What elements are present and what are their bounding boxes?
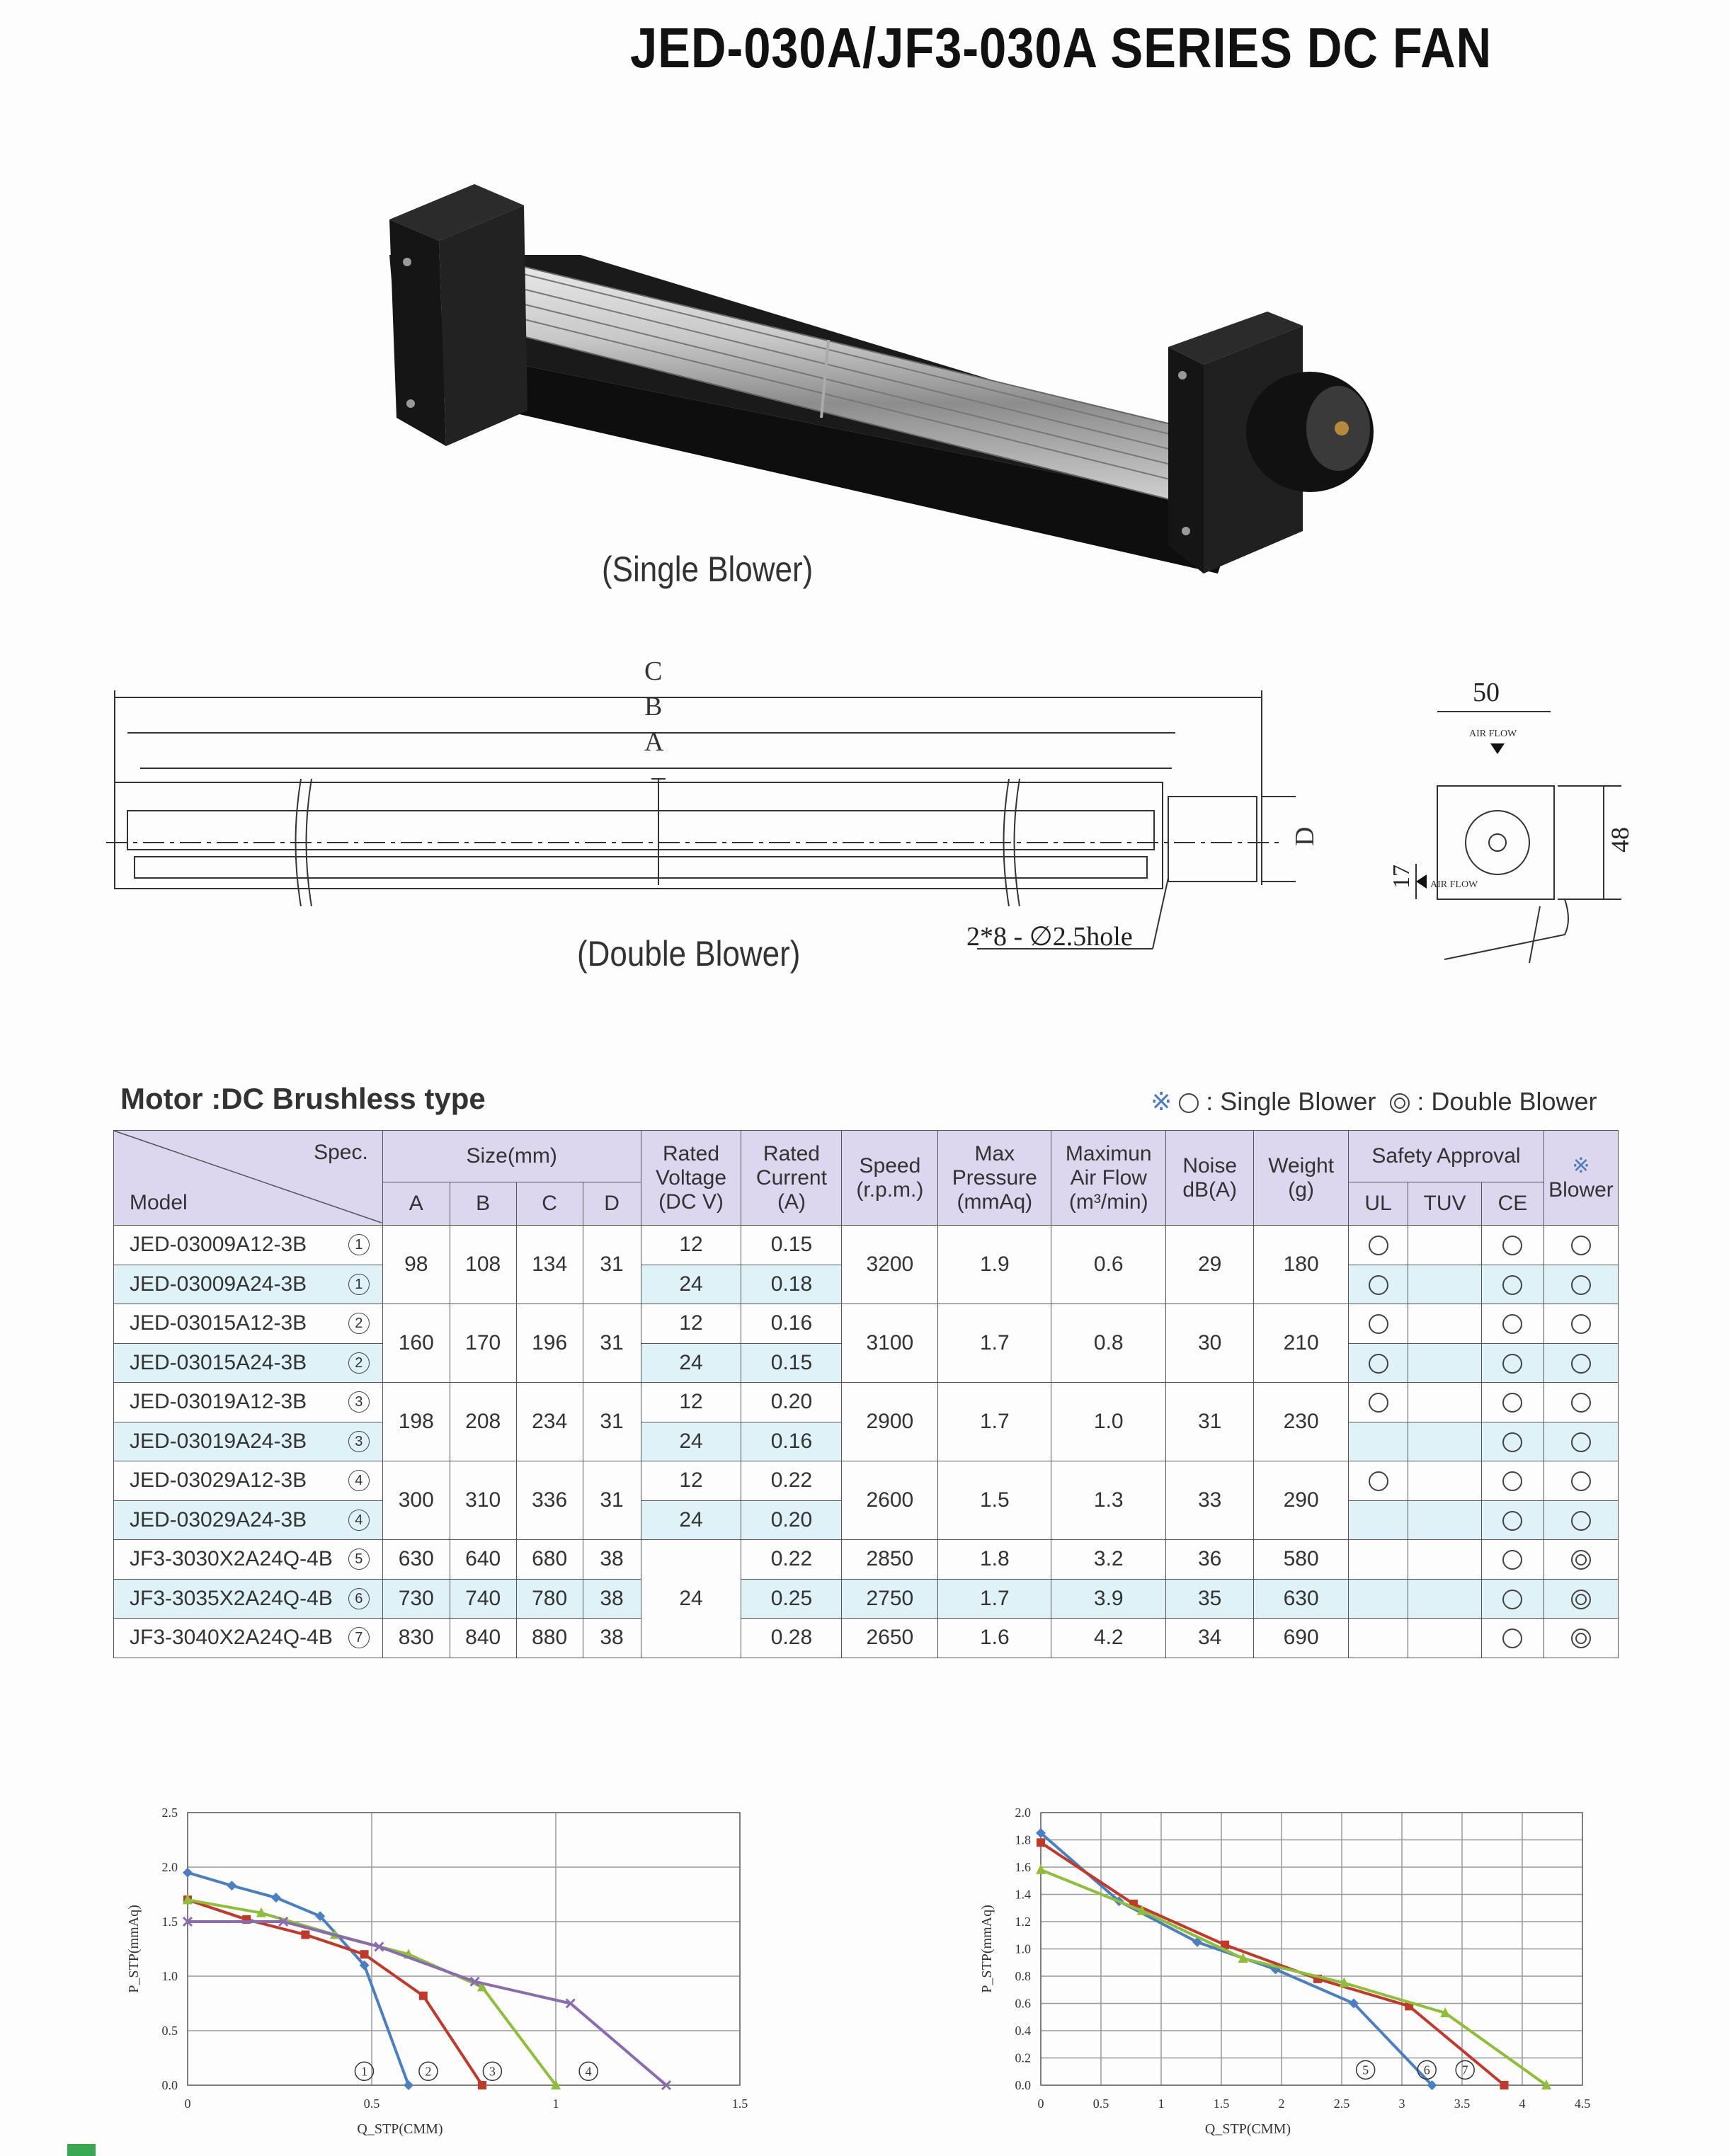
size-c-cell: 880: [516, 1619, 583, 1658]
x-tick-label: 0.5: [1092, 2097, 1109, 2111]
approval-circle-icon: [1502, 1354, 1522, 1374]
tuv-cell: [1408, 1265, 1482, 1304]
table-row: [114, 1579, 1619, 1619]
legend-note: ※ : Single Blower : Double Blower: [1151, 1087, 1597, 1116]
speed-cell: 3200: [842, 1226, 938, 1304]
speed-cell: 2600: [842, 1461, 938, 1540]
data-point: [301, 1930, 309, 1939]
current-cell: 0.20: [741, 1383, 842, 1422]
blower-cell: [1543, 1304, 1618, 1344]
y-tick-label: 2.5: [161, 1806, 178, 1820]
voltage-cell: 12: [641, 1304, 741, 1344]
y-tick-label: 1.4: [1015, 1887, 1031, 1902]
ce-cell: [1481, 1383, 1543, 1422]
size-d-cell: 31: [583, 1461, 641, 1540]
double-circle-icon: [1571, 1629, 1591, 1648]
current-cell: 0.16: [741, 1422, 842, 1461]
approval-circle-icon: [1571, 1236, 1591, 1255]
data-point: [227, 1881, 236, 1890]
series-label: 6: [1423, 2063, 1430, 2077]
size-c-cell: 336: [516, 1461, 583, 1540]
size-a-cell: 98: [382, 1226, 450, 1304]
x-tick-label: 1.5: [731, 2097, 748, 2111]
voltage-cell: 24: [641, 1265, 741, 1304]
tuv-header: TUV: [1408, 1182, 1482, 1226]
airflow-cell: 1.0: [1051, 1383, 1166, 1461]
size-d-cell: 38: [583, 1540, 641, 1580]
voltage-cell: 12: [641, 1383, 741, 1422]
data-point: [360, 1950, 369, 1958]
size-d-cell: 31: [583, 1383, 641, 1461]
series-label: 4: [585, 2064, 592, 2079]
voltage-cell: 24: [641, 1500, 741, 1540]
safety-header: Safety Approval: [1349, 1131, 1544, 1182]
airflow-side-label: AIR FLOW: [1430, 879, 1478, 890]
table-row: [114, 1619, 1619, 1658]
tuv-cell: [1408, 1304, 1482, 1344]
tuv-cell: [1408, 1343, 1482, 1383]
x-tick-label: 2: [1278, 2097, 1285, 2111]
weight-cell: 290: [1254, 1461, 1349, 1540]
blower-cell: [1543, 1265, 1618, 1304]
approval-circle-icon: [1502, 1314, 1522, 1334]
series-number: 1: [348, 1274, 370, 1295]
blower-cell: [1543, 1619, 1618, 1658]
size-b-cell: 310: [450, 1461, 516, 1540]
model-cell: JED-03009A12-3B 1: [114, 1226, 383, 1265]
speed-cell: 2650: [842, 1619, 938, 1658]
weight-header: Weight (g): [1254, 1131, 1349, 1226]
airflow-cell: 4.2: [1051, 1619, 1166, 1658]
side-width-label: 50: [1473, 678, 1500, 707]
spec-table-body: [114, 1226, 1619, 1658]
x-tick-label: 3.5: [1454, 2097, 1471, 2111]
approval-circle-icon: [1369, 1314, 1388, 1334]
current-header: Rated Current (A): [741, 1131, 842, 1226]
approval-circle-icon: [1571, 1275, 1591, 1295]
blower-cell: [1543, 1343, 1618, 1383]
ce-cell: [1481, 1422, 1543, 1461]
x-tick-label: 4: [1519, 2097, 1526, 2111]
noise-cell: 36: [1166, 1540, 1254, 1580]
table-row: [114, 1383, 1619, 1422]
series-number: 4: [348, 1510, 370, 1531]
blower-cell: [1543, 1579, 1618, 1619]
model-cell: JF3-3035X2A24Q-4B 6: [114, 1579, 383, 1619]
approval-circle-icon: [1502, 1629, 1522, 1648]
approval-circle-icon: [1502, 1432, 1522, 1452]
size-c-cell: 234: [516, 1383, 583, 1461]
blower-cell: [1543, 1500, 1618, 1540]
drawing-caption: (Double Blower): [577, 934, 801, 974]
ul-header: UL: [1349, 1182, 1408, 1226]
approval-circle-icon: [1369, 1354, 1388, 1374]
y-tick-label: 0.0: [1015, 2078, 1031, 2092]
ul-cell: [1349, 1226, 1408, 1265]
x-axis-label: Q_STP(CMM): [1204, 2121, 1291, 2137]
tuv-cell: [1408, 1422, 1482, 1461]
pressure-cell: 1.7: [938, 1579, 1051, 1619]
series-number: 3: [348, 1391, 370, 1413]
current-cell: 0.20: [741, 1500, 842, 1540]
weight-cell: 210: [1254, 1304, 1349, 1383]
noise-cell: 35: [1166, 1579, 1254, 1619]
current-cell: 0.22: [741, 1461, 842, 1501]
x-tick-label: 0.5: [363, 2097, 380, 2111]
noise-cell: 30: [1166, 1304, 1254, 1383]
approval-circle-icon: [1502, 1511, 1522, 1531]
tuv-cell: [1408, 1226, 1482, 1265]
legend-double: Double Blower: [1431, 1087, 1597, 1116]
ul-cell: [1349, 1500, 1408, 1540]
pressure-cell: 1.9: [938, 1226, 1051, 1304]
ul-cell: [1349, 1540, 1408, 1580]
ce-cell: [1481, 1461, 1543, 1501]
hole-note: 2*8 - ∅2.5hole: [966, 922, 1133, 952]
double-circle-icon: [1571, 1550, 1591, 1570]
y-tick-label: 0.4: [1015, 2024, 1031, 2038]
approval-circle-icon: [1369, 1275, 1388, 1295]
double-circle-icon: [1390, 1093, 1410, 1113]
size-b-header: B: [450, 1182, 516, 1226]
speed-cell: 2750: [842, 1579, 938, 1619]
series-label: 2: [425, 2064, 432, 2079]
tuv-cell: [1408, 1383, 1482, 1422]
double-circle-icon: [1571, 1590, 1591, 1609]
ul-cell: [1349, 1461, 1408, 1501]
y-tick-label: 1.0: [161, 1969, 178, 1983]
pressure-cell: 1.7: [938, 1383, 1051, 1461]
current-cell: 0.22: [741, 1540, 842, 1580]
table-row: [114, 1226, 1619, 1265]
voltage-cell: 24: [641, 1422, 741, 1461]
ce-cell: [1481, 1579, 1543, 1619]
y-tick-label: 1.5: [161, 1915, 178, 1929]
size-a-header: A: [382, 1182, 450, 1226]
pq-chart-left: [126, 1798, 772, 2152]
size-b-cell: 208: [450, 1383, 516, 1461]
x-tick-label: 3: [1398, 2097, 1405, 2111]
tuv-cell: [1408, 1540, 1482, 1580]
approval-circle-icon: [1502, 1393, 1522, 1413]
voltage-cell: 24: [641, 1343, 741, 1383]
tuv-cell: [1408, 1619, 1482, 1658]
y-tick-label: 1.6: [1015, 1860, 1031, 1874]
side-height-label: 48: [1606, 827, 1634, 852]
data-point: [271, 1893, 281, 1903]
speed-header: Speed (r.p.m.): [842, 1131, 938, 1226]
current-cell: 0.28: [741, 1619, 842, 1658]
data-point: [1037, 1838, 1045, 1847]
spec-table: [113, 1130, 1619, 1658]
size-header: Size(mm): [382, 1131, 641, 1182]
data-point: [404, 2080, 413, 2090]
speed-cell: 2850: [842, 1540, 938, 1580]
size-c-header: C: [516, 1182, 583, 1226]
x-tick-label: 0: [1037, 2097, 1044, 2111]
ul-cell: [1349, 1265, 1408, 1304]
pressure-cell: 1.5: [938, 1461, 1051, 1540]
size-a-cell: 630: [382, 1540, 450, 1580]
noise-cell: 29: [1166, 1226, 1254, 1304]
series-label: 3: [489, 2064, 496, 2079]
model-cell: JF3-3040X2A24Q-4B 7: [114, 1619, 383, 1658]
airflow-cell: 0.8: [1051, 1304, 1166, 1383]
current-cell: 0.18: [741, 1265, 842, 1304]
blower-cell: [1543, 1422, 1618, 1461]
side-offset-label: 17: [1388, 865, 1415, 889]
table-row: [114, 1540, 1619, 1580]
series-line-5: [1041, 1833, 1432, 2085]
dim-b-label: B: [644, 692, 663, 721]
size-a-cell: 198: [382, 1383, 450, 1461]
legend-mark: ※: [1151, 1087, 1172, 1116]
series-label: 5: [1362, 2063, 1369, 2077]
approval-circle-icon: [1502, 1550, 1522, 1570]
x-axis-label: Q_STP(CMM): [357, 2121, 443, 2137]
y-tick-label: 1.8: [1015, 1832, 1031, 1847]
airflow-cell: 1.3: [1051, 1461, 1166, 1540]
approval-circle-icon: [1502, 1471, 1522, 1491]
y-tick-label: 1.2: [1015, 1915, 1031, 1929]
y-tick-label: 0.6: [1015, 1996, 1031, 2011]
y-tick-label: 0.8: [1015, 1969, 1031, 1983]
ce-cell: [1481, 1304, 1543, 1344]
approval-circle-icon: [1369, 1236, 1388, 1255]
weight-cell: 180: [1254, 1226, 1349, 1304]
weight-cell: 690: [1254, 1619, 1349, 1658]
size-d-header: D: [583, 1182, 641, 1226]
speed-cell: 2900: [842, 1383, 938, 1461]
blower-cell: [1543, 1383, 1618, 1422]
voltage-cell: 12: [641, 1461, 741, 1501]
page-tab-marker: [67, 2144, 96, 2156]
series-line-6: [1041, 1842, 1505, 2085]
dim-d-label: D: [1290, 826, 1320, 846]
single-circle-icon: [1179, 1093, 1199, 1113]
x-tick-label: 4.5: [1574, 2097, 1591, 2111]
approval-circle-icon: [1502, 1590, 1522, 1609]
size-b-cell: 740: [450, 1579, 516, 1619]
size-d-cell: 38: [583, 1579, 641, 1619]
ul-cell: [1349, 1422, 1408, 1461]
model-cell: JF3-3030X2A24Q-4B 5: [114, 1540, 383, 1580]
approval-circle-icon: [1369, 1471, 1388, 1491]
approval-circle-icon: [1571, 1511, 1591, 1531]
size-c-cell: 196: [516, 1304, 583, 1383]
noise-cell: 33: [1166, 1461, 1254, 1540]
model-cell: JED-03019A12-3B 3: [114, 1383, 383, 1422]
y-tick-label: 0.2: [1015, 2051, 1031, 2065]
side-view-drawing: [1359, 678, 1634, 977]
noise-cell: 34: [1166, 1619, 1254, 1658]
size-c-cell: 780: [516, 1579, 583, 1619]
table-row: [114, 1304, 1619, 1344]
y-tick-label: 1.0: [1015, 1941, 1031, 1956]
size-a-cell: 160: [382, 1304, 450, 1383]
dim-a-label: A: [644, 727, 664, 757]
airflow-cell: 3.2: [1051, 1540, 1166, 1580]
ce-header: CE: [1481, 1182, 1543, 1226]
data-point: [419, 1992, 428, 2000]
approval-circle-icon: [1502, 1236, 1522, 1255]
size-d-cell: 31: [583, 1226, 641, 1304]
data-point: [183, 1868, 193, 1878]
approval-circle-icon: [1571, 1314, 1591, 1334]
model-cell: JED-03019A24-3B 3: [114, 1422, 383, 1461]
plot-frame: [188, 1813, 740, 2085]
ul-cell: [1349, 1343, 1408, 1383]
series-line-2: [188, 1900, 482, 2085]
blower-header: ※ Blower: [1543, 1131, 1618, 1226]
model-cell: JED-03009A24-3B 1: [114, 1265, 383, 1304]
approval-circle-icon: [1369, 1393, 1388, 1413]
size-a-cell: 730: [382, 1579, 450, 1619]
series-number: 5: [348, 1548, 370, 1570]
y-tick-label: 0.0: [161, 2078, 178, 2092]
photo-caption: (Single Blower): [602, 549, 814, 589]
series-number: 7: [348, 1627, 370, 1648]
voltage-cell: 12: [641, 1226, 741, 1265]
ul-cell: [1349, 1304, 1408, 1344]
voltage-header: Rated Voltage (DC V): [641, 1131, 741, 1226]
weight-cell: 230: [1254, 1383, 1349, 1461]
x-tick-label: 1.5: [1213, 2097, 1230, 2111]
ce-cell: [1481, 1619, 1543, 1658]
current-cell: 0.15: [741, 1343, 842, 1383]
speed-cell: 3100: [842, 1304, 938, 1383]
weight-cell: 630: [1254, 1579, 1349, 1619]
blower-cell: [1543, 1540, 1618, 1580]
pressure-cell: 1.8: [938, 1540, 1051, 1580]
airflow-cell: 3.9: [1051, 1579, 1166, 1619]
size-d-cell: 31: [583, 1304, 641, 1383]
ul-cell: [1349, 1619, 1408, 1658]
y-axis-label: P_STP(mmAq): [126, 1905, 142, 1993]
size-c-cell: 680: [516, 1540, 583, 1580]
size-d-cell: 38: [583, 1619, 641, 1658]
approval-circle-icon: [1571, 1432, 1591, 1452]
pressure-cell: 1.7: [938, 1304, 1051, 1383]
weight-cell: 580: [1254, 1540, 1349, 1580]
series-label: 7: [1461, 2063, 1468, 2077]
ul-cell: [1349, 1579, 1408, 1619]
blower-cell: [1543, 1461, 1618, 1501]
model-cell: JED-03015A24-3B 2: [114, 1343, 383, 1383]
series-label: 1: [360, 2064, 367, 2079]
current-cell: 0.15: [741, 1226, 842, 1265]
page-title: JED-030A/JF3-030A SERIES DC FAN: [630, 16, 1493, 79]
y-tick-label: 2.0: [161, 1860, 178, 1874]
tuv-cell: [1408, 1579, 1482, 1619]
series-number: 6: [348, 1588, 370, 1609]
airflow-top-label: AIR FLOW: [1469, 729, 1517, 739]
current-cell: 0.16: [741, 1304, 842, 1344]
noise-cell: 31: [1166, 1383, 1254, 1461]
tuv-cell: [1408, 1500, 1482, 1540]
legend-single: Single Blower: [1220, 1087, 1376, 1116]
x-tick-label: 1: [1158, 2097, 1165, 2111]
voltage-cell: 24: [641, 1540, 741, 1658]
data-point: [1500, 2081, 1509, 2089]
pressure-header: Max Pressure (mmAq): [938, 1131, 1051, 1226]
ce-cell: [1481, 1540, 1543, 1580]
series-number: 4: [348, 1470, 370, 1491]
series-number: 2: [348, 1352, 370, 1374]
ce-cell: [1481, 1226, 1543, 1265]
y-axis-label: P_STP(mmAq): [979, 1905, 995, 1993]
size-a-cell: 830: [382, 1619, 450, 1658]
size-b-cell: 108: [450, 1226, 516, 1304]
tuv-cell: [1408, 1461, 1482, 1501]
spec-model-header: Spec. Model: [114, 1131, 383, 1226]
approval-circle-icon: [1571, 1471, 1591, 1491]
size-a-cell: 300: [382, 1461, 450, 1540]
x-tick-label: 2.5: [1333, 2097, 1350, 2111]
airflow-cell: 0.6: [1051, 1226, 1166, 1304]
size-b-cell: 840: [450, 1619, 516, 1658]
model-cell: JED-03015A12-3B 2: [114, 1304, 383, 1344]
ce-cell: [1481, 1500, 1543, 1540]
x-tick-label: 1: [552, 2097, 559, 2111]
ul-cell: [1349, 1383, 1408, 1422]
y-tick-label: 2.0: [1015, 1806, 1031, 1820]
x-tick-label: 0: [184, 2097, 191, 2111]
pressure-cell: 1.6: [938, 1619, 1051, 1658]
model-cell: JED-03029A24-3B 4: [114, 1500, 383, 1540]
table-row: [114, 1461, 1619, 1501]
data-point: [1036, 1864, 1046, 1874]
airflow-header: Maximun Air Flow (m³/min): [1051, 1131, 1166, 1226]
approval-circle-icon: [1502, 1275, 1522, 1295]
product-photo: [368, 177, 1374, 616]
y-tick-label: 0.5: [161, 2024, 178, 2038]
dim-c-label: C: [644, 656, 663, 686]
model-cell: JED-03029A12-3B 4: [114, 1461, 383, 1501]
approval-circle-icon: [1571, 1393, 1591, 1413]
series-number: 1: [348, 1234, 370, 1255]
data-point: [478, 2081, 486, 2089]
noise-header: Noise dB(A): [1166, 1131, 1254, 1226]
blower-cell: [1543, 1226, 1618, 1265]
pq-chart-right: [979, 1798, 1607, 2152]
current-cell: 0.25: [741, 1579, 842, 1619]
size-c-cell: 134: [516, 1226, 583, 1304]
ce-cell: [1481, 1265, 1543, 1304]
series-number: 2: [348, 1313, 370, 1334]
size-b-cell: 170: [450, 1304, 516, 1383]
size-b-cell: 640: [450, 1540, 516, 1580]
ce-cell: [1481, 1343, 1543, 1383]
section-title: Motor :DC Brushless type: [120, 1082, 486, 1115]
approval-circle-icon: [1571, 1354, 1591, 1374]
series-number: 3: [348, 1431, 370, 1452]
